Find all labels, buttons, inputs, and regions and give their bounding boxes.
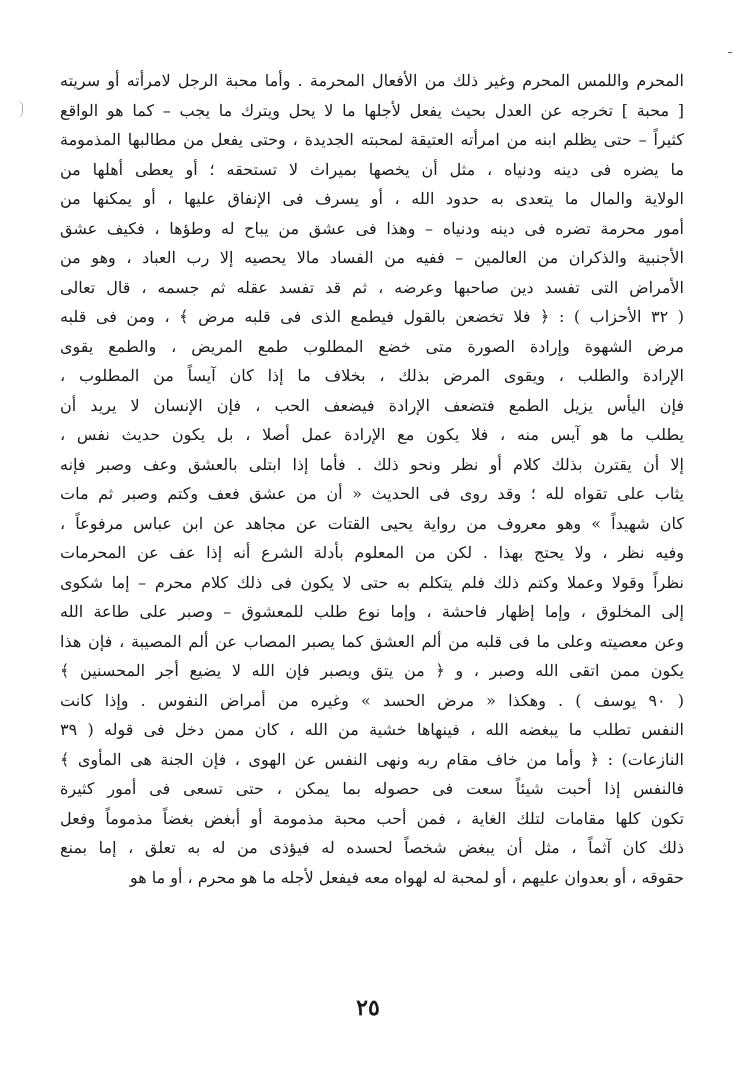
text-line: فإن اليأس يزيل الطمع فتضعف الإرادة فيضعف الحب ، فإن الإنسان لا يريد أن (60, 395, 684, 415)
text-line: أمور محرمة تضره فى دينه ودنياه – وهذا فى عشق من يباح له وطؤها ، فكيف عشق (60, 218, 684, 238)
text-line: الإرادة والطلب ، ويقوى المرض بذلك ، بخلاف ما إذا كان آيساً من المطلوب ، (60, 366, 684, 385)
text-line: الأمراض التى تفسد دين صاحبها وعرضه ، ثم قد تفسد عقله ثم جسمه ، قال تعالى (60, 277, 684, 297)
text-line: إلى المخلوق ، وإما إظهار فاحشة ، وإما نوع طلب للمعشوق – وصبر على طاعة الله (60, 602, 684, 621)
margin-mark (16, 100, 23, 118)
text-line: فالنفس إذا أحبت شيئاً سعت فى حصوله بما يمكن ، حتى تسعى فى أمور كثيرة (60, 779, 684, 798)
text-line: [ محبة ] تخرجه عن العدل بحيث يفعل لأجلها ما لا يحل ويترك ما يجب – كما هو الواقع (60, 100, 684, 120)
text-line: مرض الشهوة وإرادة الصورة متى خضع المطلوب طمع المريض ، والطمع يقوى (60, 336, 684, 356)
text-line: ما يضره فى دينه ودنياه ، مثل أن يخصها بميراث لا تستحقه ؛ أو يعطى أهلها من (60, 159, 684, 179)
text-line: يثاب على تقواه لله ؛ وقد روى فى الحديث « أن من عشق فعف وكتم وصبر ثم مات (60, 484, 684, 503)
text-line: الولاية والمال ما يتعدى به حدود الله ، أو يسرف فى الإنفاق عليها ، أو يمكنها من (60, 189, 684, 208)
text-line: يكون ممن اتقى الله وصبر ، و ﴿ من يتق ويصبر فإن الله لا يضيع أجر المحسنين ﴾ (60, 661, 684, 680)
text-line: ( ٩٠ يوسف ) . وهكذا « مرض الحسد » وغيره من أمراض النفوس . وإذا كانت (60, 690, 684, 710)
text-line: تكون كلها مقامات لتلك الغاية ، فمن أحب محبة مذمومة أو أبغض بغضاً مذموماً وفعل (60, 808, 684, 828)
text-line: إلا أن يقترن بذلك كلام أو نظر ونحو ذلك . فأما إذا ابتلى بالعشق وعف وصبر فإنه (60, 454, 684, 474)
text-line: ذلك كان آثماً ، مثل أن يبغض شخصاً لحسده له فيؤذى من له به تعلق ، إما بمنع (60, 838, 684, 857)
body-text (60, 66, 684, 892)
text-line: كثيراً – حتى يظلم ابنه من امرأته العتيقة لمحبته الجديدة ، وحتى يفعل من مطالبها المذمومة (60, 130, 684, 149)
text-line: كان شهيداً » وهو معروف من رواية يحيى القتات عن مجاهد عن ابن عباس مرفوعاً ، (60, 513, 684, 533)
text-line: يطلب ما هو آيس منه ، فلا يكون مع الإرادة عمل أصلا ، بل يكون حديث نفس ، (60, 425, 684, 444)
text-line: وفيه نظر ، ولا يحتج بهذا . لكن من المعلوم بأدلة الشرع أنه إذا عف عن المحرمات (60, 543, 684, 562)
text-line: نظراً وقولا وعملا وكتم ذلك فلم يتكلم به حتى لا يكون فى ذلك كلام محرم – إما شكوى (60, 572, 684, 592)
text-line: وعن معصيته وعلى ما فى قلبه من ألم العشق كما يصبر المصاب عن ألم المصيبة ، فإن هذا (60, 631, 684, 651)
text-line: النفس تطلب ما يبغضه الله ، فينهاها خشية من الله ، كان ممن دخل فى قوله ( ٣٩ (60, 720, 684, 739)
page-number: ٢٥ (356, 995, 380, 1021)
text-line: المحرم واللمس المحرم وغير ذلك من الأفعال المحرمة . وأما محبة الرجل لامرأته أو سريته (60, 71, 684, 90)
text-line: حقوقه ، أو بعدوان عليهم ، أو لمحبة له لهواه معه فيفعل لأجله ما هو محرم ، أو ما هو (129, 867, 684, 887)
text-line: الأجنبية والذكران من العالمين – ففيه من الفساد مالا يحصيه إلا رب العباد ، وهو من (60, 248, 684, 267)
edge-mark (728, 52, 732, 53)
text-line: النازعات) : ﴿ وأما من خاف مقام ربه ونهى النفس عن الهوى ، فإن الجنة هى المأوى ﴾ (60, 749, 684, 769)
text-line: ( ٣٢ الأحزاب ) : ﴿ فلا تخضعن بالقول فيطمع الذى فى قلبه مرض ﴾ ، ومن فى قلبه (60, 307, 684, 326)
